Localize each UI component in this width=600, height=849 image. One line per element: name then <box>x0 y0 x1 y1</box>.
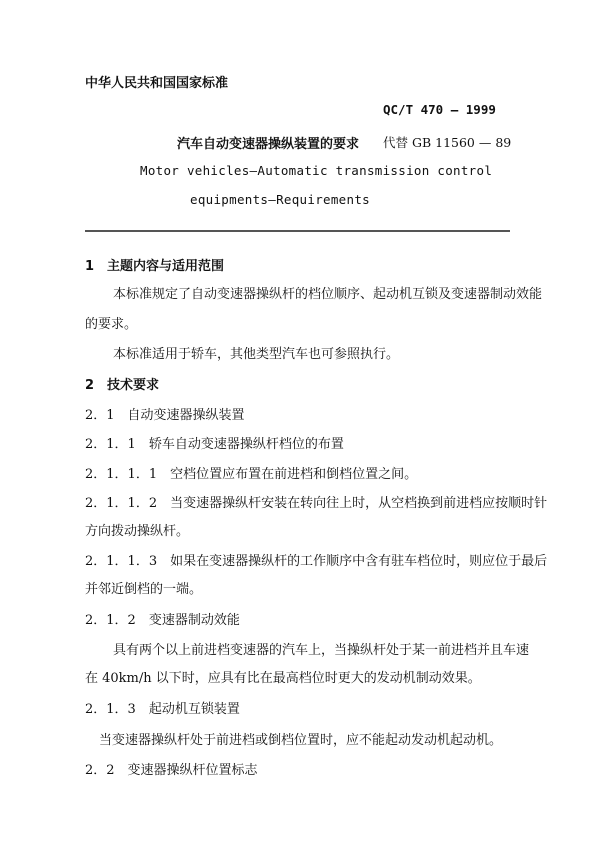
section-1-para-2: 本标准适用于轿车，其他类型汽车也可参照执行。 <box>113 347 400 362</box>
clause-2-1-1-3-line-1: 2．1．1．3 如果在变速器操纵杆的工作顺序中含有驻车档位时，则应位于最后 <box>85 554 548 569</box>
clause-2-1-1-1: 2．1．1．1 空档位置应布置在前进档和倒档位置之间。 <box>85 467 418 482</box>
section-1-para-1-line-2: 的要求。 <box>85 317 138 332</box>
section-1-heading: 1 主题内容与适用范围 <box>85 259 225 274</box>
clause-2-1-2-para-line-2: 在 40km/h 以下时，应具有比在最高档位时更大的发动机制动效果。 <box>85 671 481 686</box>
clause-2-1-2: 2．1．2 变速器制动效能 <box>85 613 240 628</box>
clause-2-1-1-2-line-2: 方向拨动操纵杆。 <box>85 524 190 539</box>
document-title-en-line2: equipments—Requirements <box>190 192 370 207</box>
clause-2-1-1-2-line-1: 2．1．1．2 当变速器操纵杆安装在转向往上时，从空档换到前进档应按顺时针 <box>85 496 548 511</box>
clause-2-1-1: 2．1．1 轿车自动变速器操纵杆档位的布置 <box>85 437 344 452</box>
section-1-para-1-line-1: 本标准规定了自动变速器操纵杆的档位顺序、起动机互锁及变速器制动效能 <box>113 287 543 302</box>
replaces-standard: 代替 GB 11560 — 89 <box>383 135 512 150</box>
clause-2-1-1-3-line-2: 并邻近倒档的一端。 <box>85 582 203 597</box>
document-title-cn: 汽车自动变速器操纵装置的要求 <box>177 137 360 152</box>
standard-org: 中华人民共和国国家标准 <box>85 76 229 91</box>
clause-2-2: 2．2 变速器操纵杆位置标志 <box>85 763 258 778</box>
clause-2-1-3: 2．1．3 起动机互锁装置 <box>85 702 240 717</box>
clause-2-1-2-para-line-1: 具有两个以上前进档变速器的汽车上，当操纵杆处于某一前进档并且车速 <box>113 643 530 658</box>
section-2-heading: 2 技术要求 <box>85 378 160 393</box>
clause-2-1-3-para: 当变速器操纵杆处于前进档或倒档位置时，应不能起动发动机起动机。 <box>99 733 503 748</box>
header-divider <box>85 230 510 232</box>
clause-2-1: 2．1 自动变速器操纵装置 <box>85 408 245 423</box>
document-title-en-line1: Motor vehicles—Automatic transmission control <box>140 163 493 178</box>
standard-code: QC/T 470 — 1999 <box>383 102 496 117</box>
